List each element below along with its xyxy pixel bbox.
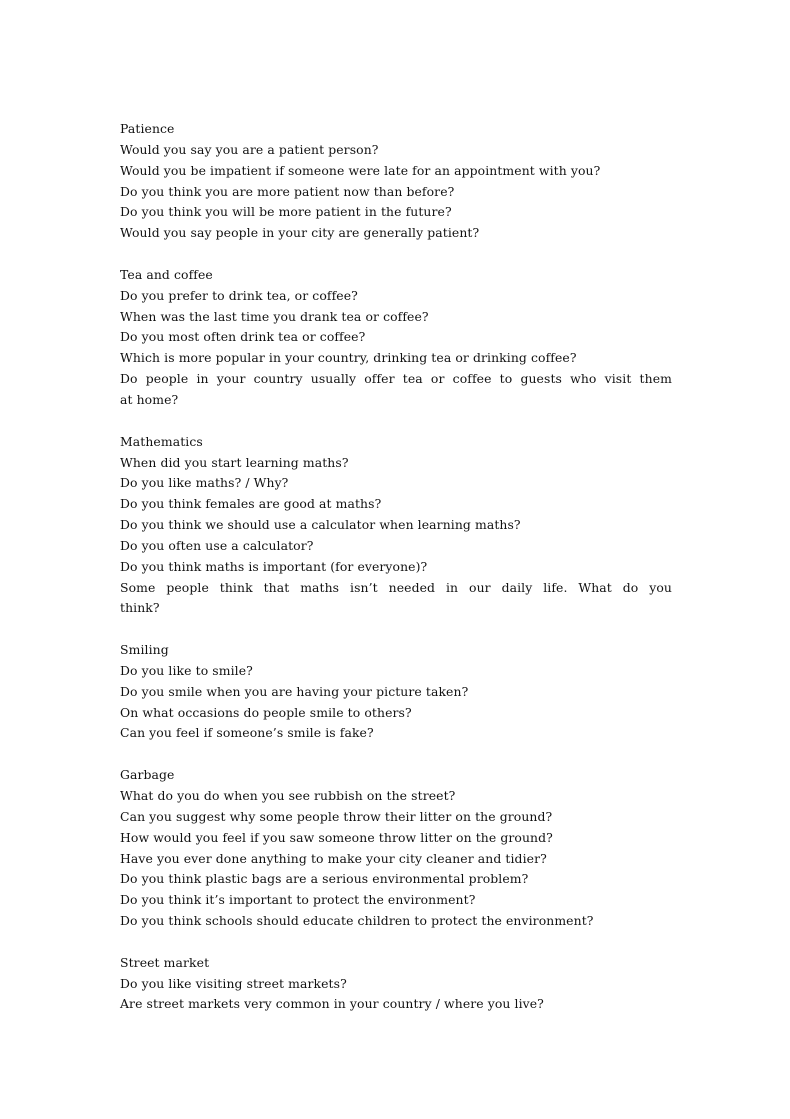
question-line: Have you ever done anything to make your city cleaner and tidier? [120,850,547,866]
section-title: Smiling [120,642,169,658]
question-line: When was the last time you drank tea or coffee? [120,308,429,324]
question-line: What do you do when you see rubbish on the street? [120,788,456,803]
section-gap [120,619,672,640]
question-line: Would you be impatient if someone were late for an appointment with you? [120,162,601,178]
section-title: Mathematics [120,433,203,449]
section-title: Garbage [120,767,175,783]
section-gap [120,411,672,432]
question-line: Do you think you are more patient now than before? [120,183,455,199]
question-line: think? [120,600,160,616]
question-line: Do you like to smile? [120,662,253,678]
question-line: Would you say you are a patient person? [120,141,379,157]
question-line: Can you feel if someone’s smile is fake? [120,725,374,741]
section-tea-and-coffee [120,265,672,411]
section-title: Street market [120,954,210,970]
document-body [120,119,672,1015]
question-line: Do you prefer to drink tea, or coffee? [120,287,358,303]
question-line: Do you often use a calculator? [120,537,314,553]
question-line: On what occasions do people smile to others? [120,704,412,720]
question-line: at home? [120,391,179,407]
section-mathematics [120,432,672,620]
section-gap [120,244,672,265]
question-line: Do you think maths is important (for everyone)? [120,558,428,574]
section-gap [120,932,672,953]
question-line: Do you like visiting street markets? [120,975,347,991]
question-line: Are street markets very common in your country / where you live? [120,996,544,1012]
question-line: Would you say people in your city are generally patient? [120,225,480,241]
question-line: Which is more popular in your country, drinking tea or drinking coffee? [120,350,577,366]
section-patience [120,119,672,244]
section-street-market [120,953,672,1016]
question-line: Do people in your country usually offer tea or coffee to guests who visit them [120,371,672,387]
question-line: Do you like maths? / Why? [120,475,289,491]
section-title: Tea and coffee [120,266,213,282]
question-line: Do you most often drink tea or coffee? [120,329,366,345]
question-line: Do you think it’s important to protect the environment? [120,892,476,908]
question-line: Do you think schools should educate children to protect the environment? [120,913,594,929]
question-line: When did you start learning maths? [120,454,349,470]
question-line: Do you think females are good at maths? [120,496,382,512]
question-line: Can you suggest why some people throw their litter on the ground? [120,808,553,824]
section-smiling [120,640,672,744]
question-line: Do you think plastic bags are a serious environmental problem? [120,871,529,887]
section-title: Patience [120,121,175,136]
section-garbage [120,765,672,932]
question-line: Some people think that maths isn’t needed in our daily life. What do you [120,579,672,595]
question-line: Do you think we should use a calculator when learning maths? [120,517,521,533]
question-line: Do you think you will be more patient in the future? [120,204,452,220]
question-line: Do you smile when you are having your picture taken? [120,683,469,699]
section-gap [120,744,672,765]
question-line: How would you feel if you saw someone throw litter on the ground? [120,829,553,845]
